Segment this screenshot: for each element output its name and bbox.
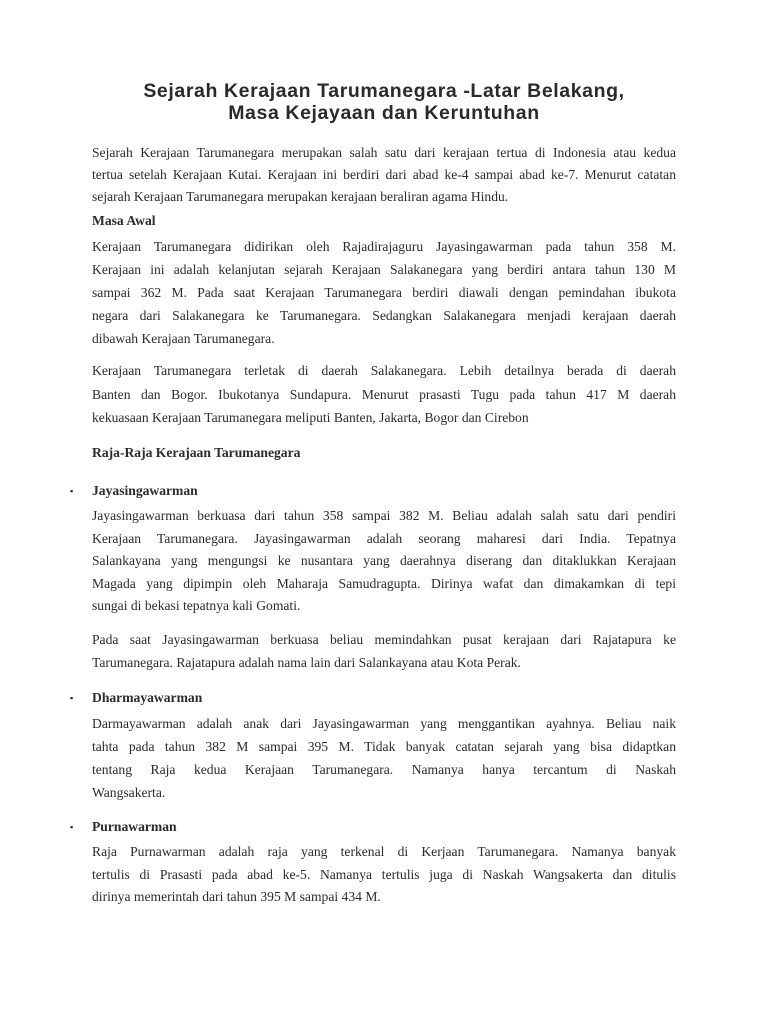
text-line: Magada yang dipimpin oleh Maharaja Samudragupta. Dirinya wafat dan dimakamkan di tepi <box>92 575 676 591</box>
text-line: Pada saat Jayasingawarman berkuasa beliau memindahkan pusat kerajaan dari Rajatapura ke <box>92 632 676 647</box>
text-line: Salankayana yang mengungsi ke nusantara yang daerahnya diserang dan ditaklukkan Kerajaan <box>92 553 676 568</box>
king-3-paragraph-1 <box>92 841 676 909</box>
text-line: Jayasingawarman berkuasa dari tahun 358 sampai 382 M. Beliau adalah salah satu dari pendiri <box>92 508 676 523</box>
text-line: Kerajaan Tarumanegara didirikan oleh Rajadirajaguru Jayasingawarman pada tahun 358 M. <box>92 239 676 254</box>
intro-paragraph <box>92 142 676 208</box>
masa-awal-paragraph-2 <box>92 359 676 430</box>
text-line: Tarumanegara. Rajatapura adalah nama lain dari Salankayana atau Kota Perak. <box>92 655 521 670</box>
text-line: Raja Purnawarman adalah raja yang terkenal di Kerjaan Tarumanegara. Namanya banyak <box>92 844 676 859</box>
bullet-icon: ▪ <box>70 693 74 703</box>
bullet-icon: ▪ <box>70 486 74 496</box>
king-name-jayasingawarman: Jayasingawarman <box>92 483 198 498</box>
text-line: Kerajaan ini adalah kelanjutan sejarah Kerajaan Salakanegara yang berdiri antara tahun 130 M <box>92 262 676 277</box>
text-line: kekuasaan Kerajaan Tarumanegara meliputi Banten, Jakarta, Bogor dan Cirebon <box>92 410 529 425</box>
masa-awal-paragraph-1 <box>92 235 676 350</box>
text-line: tahta pada tahun 382 M sampai 395 M. Tidak banyak catatan sejarah yang bisa didaptkan <box>92 739 676 754</box>
text-line: Kerajaan Tarumanegara terletak di daerah Salakanegara. Lebih detailnya berada di daerah <box>92 363 676 378</box>
title-line-1: Sejarah Kerajaan Tarumanegara -Latar Belakang, <box>143 80 625 102</box>
text-line: dibawah Kerajaan Tarumanegara. <box>92 331 275 346</box>
text-line: Banten dan Bogor. Ibukotanya Sundapura. Menurut prasasti Tugu pada tahun 417 M daerah <box>92 386 676 402</box>
title-line-2: Masa Kejayaan dan Keruntuhan <box>228 102 540 124</box>
king-name-dharmayawarman: Dharmayawarman <box>92 690 203 705</box>
text-line: sejarah Kerajaan Tarumanegara merupakan kerajaan beraliran agama Hindu. <box>92 189 509 204</box>
king-2-paragraph-1 <box>92 712 676 804</box>
text-line: Sejarah Kerajaan Tarumanegara merupakan salah satu dari kerajaan tertua di Indonesia atau kedua <box>92 145 676 160</box>
heading-raja-raja: Raja-Raja Kerajaan Tarumanegara <box>92 445 301 460</box>
king-1-paragraph-2 <box>92 628 676 674</box>
text-line: sungai di bekasi tepatnya kali Gomati. <box>92 598 301 613</box>
text-line: negara dari Salakanegara ke Tarumanegara. Sedangkan Salakanegara menjadi kerajaan daerah <box>92 308 676 323</box>
text-line: tertulis di Prasasti pada abad ke-5. Namanya tertulis juga di Naskah Wangsakerta dan ditulis <box>92 866 676 882</box>
king-1-paragraph-1 <box>92 505 676 618</box>
bullet-icon: ▪ <box>70 822 74 832</box>
text-line: Darmayawarman adalah anak dari Jayasingawarman yang menggantikan ayahnya. Beliau naik <box>92 716 676 731</box>
heading-masa-awal: Masa Awal <box>92 213 156 228</box>
text-line: Kerajaan Tarumanegara. Jayasingawarman adalah seorang maharesi dari India. Tepatnya <box>92 530 676 546</box>
document-title <box>0 80 768 124</box>
text-line: Wangsakerta. <box>92 785 166 800</box>
text-line: sampai 362 M. Pada saat Kerajaan Tarumanegara berdiri diawali dengan pemindahan ibukota <box>92 285 676 300</box>
text-line: dirinya memerintah dari tahun 395 M sampai 434 M. <box>92 889 381 904</box>
king-name-purnawarman: Purnawarman <box>92 819 177 834</box>
text-line: tertua setelah Kerajaan Kutai. Kerajaan ini berdiri dari abad ke-4 sampai abad ke-7. Menurut catatan <box>92 167 676 182</box>
text-line: tentang Raja kedua Kerajaan Tarumanegara. Namanya hanya tercantum di Naskah <box>92 762 676 777</box>
